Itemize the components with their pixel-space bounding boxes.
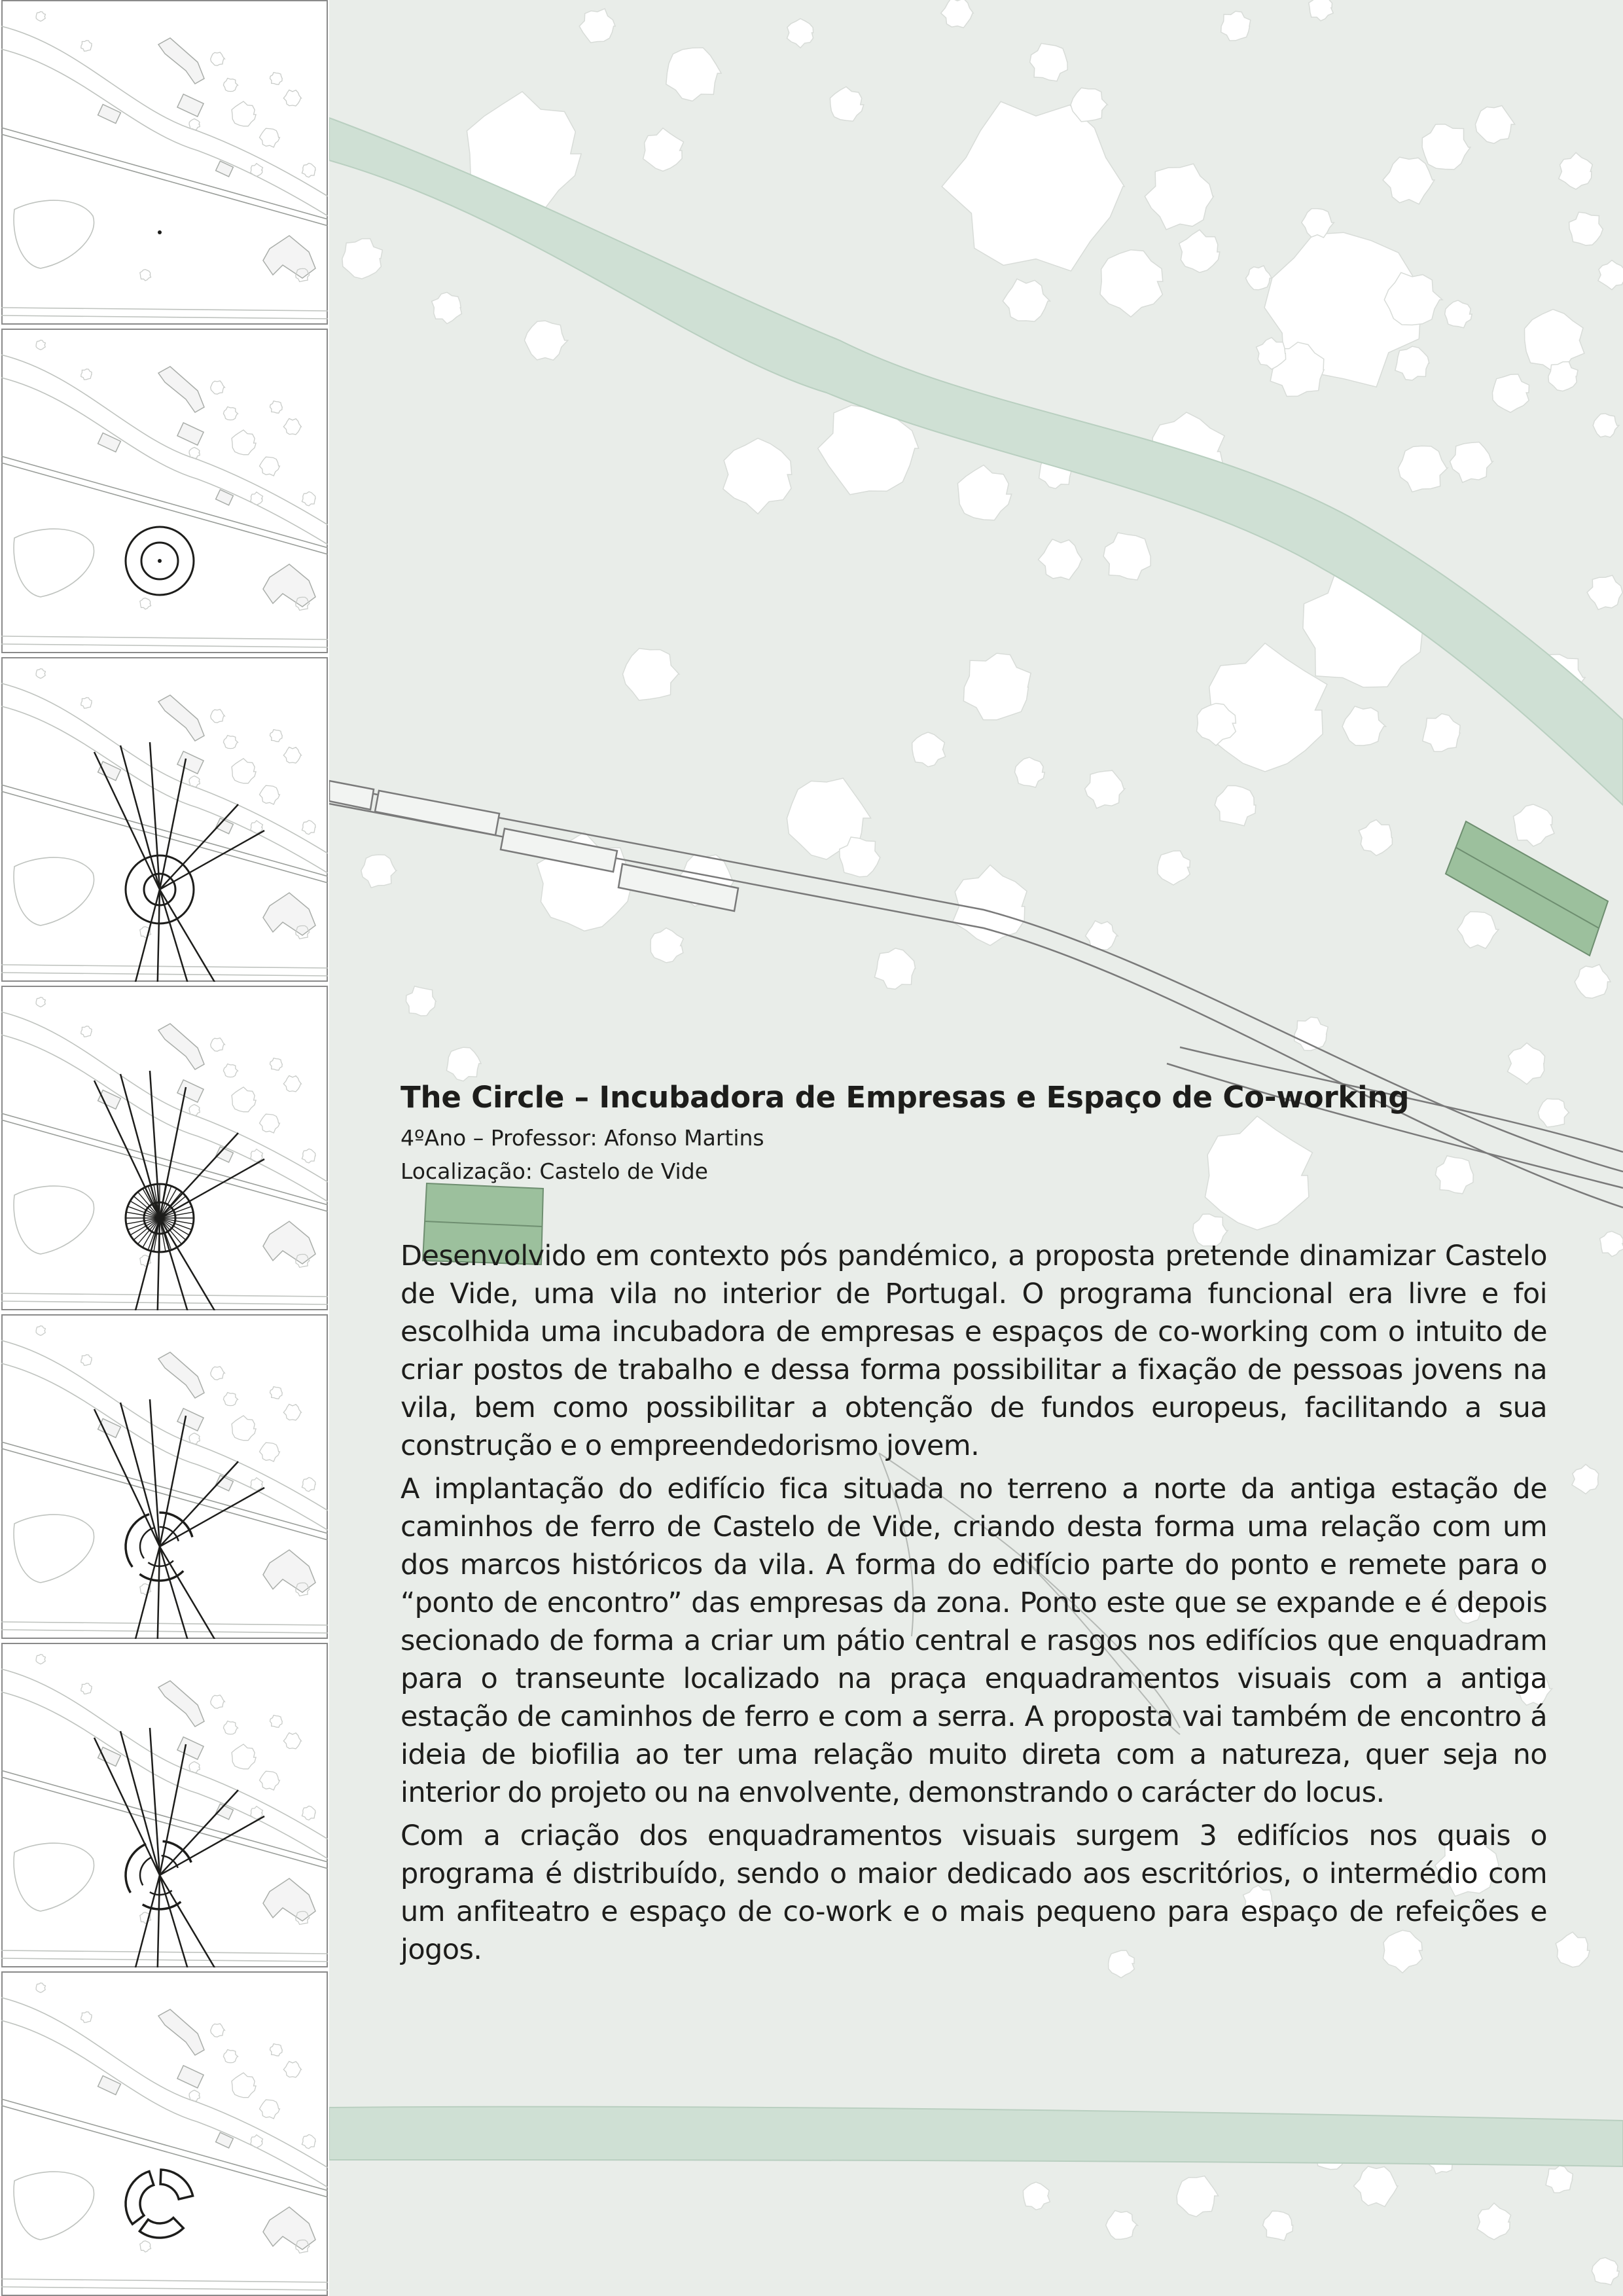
diagram-step-point <box>1 0 328 325</box>
location-line: Localização: Castelo de Vide <box>401 1158 708 1185</box>
body-text <box>401 1237 1547 1969</box>
year-professor-line: 4ºAno – Professor: Afonso Martins <box>401 1124 764 1151</box>
concept-diagram-strip <box>0 0 331 2296</box>
diagram-step-sectioned-rings <box>1 1314 328 1639</box>
paragraph-3: Com a criação dos enquadramentos visuais surgem 3 edifícios nos quais o programa é distribuído, sendo o maior dedicado aos escritórios, o intermédio com um anfiteatro e espaço de co-work e o mais pequeno para espaço de refeições e jogos. <box>401 1820 1547 1967</box>
project-description <box>401 1080 1547 1974</box>
diagram-figure-point <box>158 230 162 234</box>
diagram-step-sight-lines <box>1 657 328 982</box>
paragraph-2: A implantação do edifício fica situada no terreno a norte da antiga estação de caminhos de ferro de Castelo de Vide, criando desta forma uma relação com um dos marcos históricos da vila. A forma do edifício parte do ponto e remete para o “ponto de encontro” das empresas da zona. Ponto este que se expande e é depois secionado de forma a criar um pátio central e rasgos nos edifícios que enquadram para o transeunte localizado na praça enquadramentos visuais com a antiga estação de caminhos de ferro e com a serra. A proposta vai também de encontro á ideia de biofilia ao ter uma relação muito direta com a natureza, quer seja no interior do projeto ou na envolvente, demonstrando o carácter do locus. <box>401 1473 1547 1810</box>
project-title: The Circle – Incubadora de Empresas e Espaço de Co-working <box>401 1080 1410 1115</box>
diagram-step-radial-lines <box>1 986 328 1310</box>
diagram-step-circle <box>1 329 328 653</box>
diagram-step-sectioned-ring-segments <box>1 1643 328 1967</box>
diagram-step-three-buildings <box>1 1971 328 2296</box>
paragraph-1: Desenvolvido em contexto pós pandémico, a proposta pretende dinamizar Castelo de Vide, uma vila no interior de Portugal. O programa funcional era livre e foi escolhida uma incubadora de empresas e espaços de co-working com o intuito de criar postos de trabalho e dessa forma possibilitar a fixação de pessoas jovens na vila, bem como possibilitar a obtenção de fundos europeus, facilitando a sua construção e o empreendedorismo jovem. <box>401 1240 1547 1463</box>
